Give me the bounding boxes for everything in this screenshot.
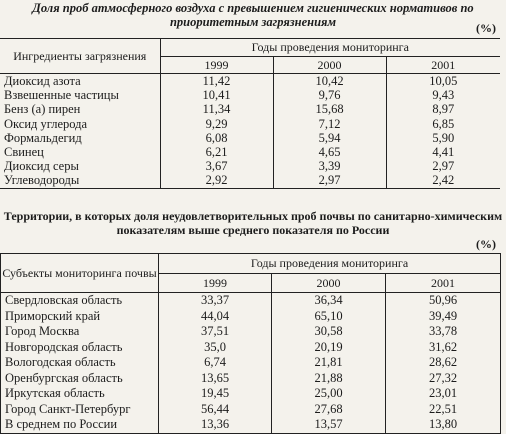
value-cell: 3,39 xyxy=(273,159,386,173)
table1-group-header: Годы проведения мониторинга xyxy=(160,39,500,57)
value-cell: 10,42 xyxy=(273,74,386,89)
table2-row xyxy=(1,293,501,309)
table2-row xyxy=(1,402,501,418)
value-cell: 15,68 xyxy=(273,102,386,116)
value-cell: 36,34 xyxy=(272,293,386,309)
value-cell: 4,41 xyxy=(432,145,455,160)
table1-row xyxy=(0,117,500,131)
row-label: Город Москва xyxy=(1,324,159,340)
table1-row xyxy=(0,131,500,145)
value-cell: 10,41 xyxy=(160,88,273,102)
value-cell: 6,85 xyxy=(432,116,455,131)
row-label: Диоксид серы xyxy=(0,159,160,173)
row-label: Приморский край xyxy=(1,309,159,325)
table1-row xyxy=(0,74,500,89)
table2-year-header: 2000 xyxy=(272,274,386,293)
table1-year-header: 2000 xyxy=(273,57,386,74)
table2-row xyxy=(1,324,501,340)
table2-row xyxy=(1,386,501,402)
value-cell: 13,65 xyxy=(159,371,272,387)
value-cell: 4,65 xyxy=(273,145,386,159)
row-label: Бенз (а) пирен xyxy=(0,102,160,116)
value-cell: 6,08 xyxy=(160,131,273,145)
row-label: Формальдегид xyxy=(0,131,160,145)
value-cell: 2,97 xyxy=(432,159,455,174)
value-cell: 11,34 xyxy=(160,102,273,116)
air-pollution-table xyxy=(0,38,500,189)
value-cell: 39,49 xyxy=(386,309,501,325)
value-cell: 7,12 xyxy=(273,117,386,131)
value-cell: 28,62 xyxy=(386,355,501,371)
value-cell: 9,29 xyxy=(160,117,273,131)
row-label: Оренбургская область xyxy=(1,371,159,387)
table2-title: Территории, в которых доля неудовлетворительных проб почвы по санитарно-химическим показателям выше среднего показателя по России xyxy=(3,209,503,237)
value-cell: 2,42 xyxy=(386,173,500,188)
value-cell: 10,05 xyxy=(429,74,458,89)
table2-unit: (%) xyxy=(476,237,496,251)
value-cell: 27,68 xyxy=(272,402,386,418)
value-cell: 2,92 xyxy=(160,173,273,188)
value-cell: 13,80 xyxy=(386,417,501,433)
value-cell: 2,97 xyxy=(273,173,386,188)
value-cell: 3,67 xyxy=(160,159,273,173)
value-cell: 23,01 xyxy=(386,386,501,402)
value-cell: 6,21 xyxy=(160,145,273,159)
value-cell: 9,43 xyxy=(432,88,455,103)
table1-row xyxy=(0,173,500,188)
table1-row xyxy=(0,145,500,159)
value-cell: 44,04 xyxy=(159,309,272,325)
row-label: Свинец xyxy=(0,145,160,159)
table2-year-header: 1999 xyxy=(159,274,272,293)
table1-row xyxy=(0,159,500,173)
value-cell: 50,96 xyxy=(386,293,501,309)
table2-group-header: Годы проведения мониторинга xyxy=(159,254,501,274)
table2-year-header: 2001 xyxy=(386,274,501,293)
row-label: Новгородская область xyxy=(1,340,159,356)
row-label: В среднем по России xyxy=(1,417,159,433)
value-cell: 8,97 xyxy=(432,102,455,117)
value-cell: 22,51 xyxy=(386,402,501,418)
value-cell: 30,58 xyxy=(272,324,386,340)
value-cell: 33,37 xyxy=(159,293,272,309)
value-cell: 5,94 xyxy=(273,131,386,145)
value-cell: 31,62 xyxy=(386,340,501,356)
value-cell: 13,36 xyxy=(159,417,272,433)
value-cell: 33,78 xyxy=(386,324,501,340)
row-label: Иркутская область xyxy=(1,386,159,402)
value-cell: 21,88 xyxy=(272,371,386,387)
row-label: Диоксид азота xyxy=(0,74,160,89)
table1-row xyxy=(0,102,500,116)
table2-row xyxy=(1,340,501,356)
table2-row xyxy=(1,355,501,371)
value-cell: 6,74 xyxy=(159,355,272,371)
value-cell: 35,0 xyxy=(159,340,272,356)
value-cell: 13,57 xyxy=(272,417,386,433)
table2-col-header: Субъекты мониторинга почвы xyxy=(1,254,159,293)
row-label: Город Санкт-Петербург xyxy=(1,402,159,418)
table1-title: Доля проб атмосферного воздуха с превышением гигиенических нормативов по приоритетным загрязнениям xyxy=(32,1,474,29)
table1-row xyxy=(0,88,500,102)
value-cell: 20,19 xyxy=(272,340,386,356)
row-label: Свердловская область xyxy=(1,293,159,309)
value-cell: 5,90 xyxy=(432,130,455,145)
value-cell: 56,44 xyxy=(159,402,272,418)
value-cell: 19,45 xyxy=(159,386,272,402)
table2-row xyxy=(1,371,501,387)
value-cell: 25,00 xyxy=(272,386,386,402)
value-cell: 37,51 xyxy=(159,324,272,340)
value-cell: 21,81 xyxy=(272,355,386,371)
table2-row xyxy=(1,309,501,325)
table1-unit: (%) xyxy=(476,21,496,35)
row-label: Вологодская область xyxy=(1,355,159,371)
value-cell: 9,76 xyxy=(273,88,386,102)
value-cell: 11,42 xyxy=(160,74,273,89)
value-cell: 27,32 xyxy=(386,371,501,387)
row-label: Углеводороды xyxy=(0,173,160,188)
soil-territories-table xyxy=(0,253,501,434)
table1-year-header: 2001 xyxy=(386,57,500,74)
row-label: Взвешенные частицы xyxy=(0,88,160,102)
table1-year-header: 1999 xyxy=(160,57,273,74)
row-label: Оксид углерода xyxy=(0,117,160,131)
value-cell: 65,10 xyxy=(272,309,386,325)
table1-col-header: Ингредиенты загрязнения xyxy=(0,39,160,74)
